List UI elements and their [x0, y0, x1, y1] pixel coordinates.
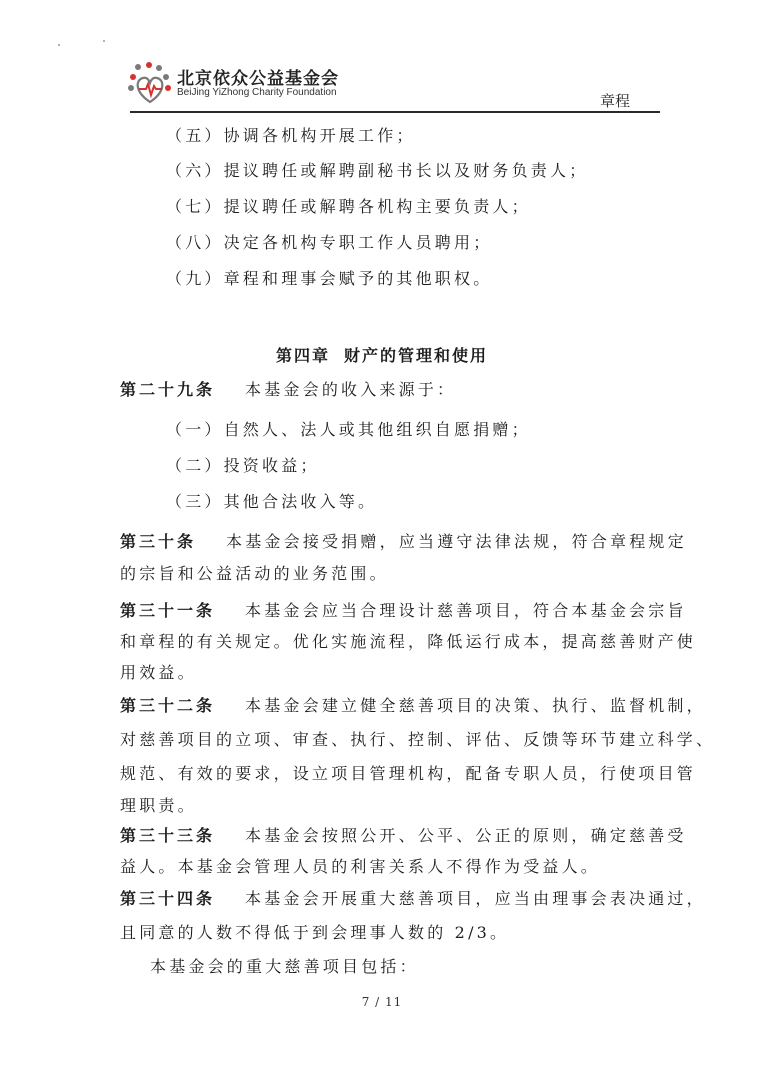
document-tag: 章程: [600, 92, 631, 110]
article-number: 第三十一条: [120, 601, 216, 620]
list-item: （二）投资收益；: [166, 456, 320, 475]
scan-speck: [58, 44, 60, 46]
article-number: 第二十九条: [120, 380, 216, 399]
closing-text: 本基金会的重大慈善项目包括：: [150, 957, 419, 976]
article-34-line: [120, 888, 706, 910]
page-number: 7 / 11: [361, 995, 403, 1009]
list-item: （九）章程和理事会赋予的其他职权。: [166, 269, 493, 288]
article-text: 本基金会应当合理设计慈善项目，符合本基金会宗旨: [245, 601, 687, 620]
article-text: 本基金会的收入来源于：: [245, 380, 457, 399]
article-text: 对慈善项目的立项、审查、执行、控制、评估、反馈等环节建立科学、: [120, 730, 716, 749]
article-number: 第三十条: [120, 532, 197, 551]
header-divider: [130, 111, 660, 113]
list-item: （六）提议聘任或解聘副秘书长以及财务负责人；: [166, 161, 589, 180]
article-text: 理职责。: [120, 796, 197, 815]
article-32-line: [120, 695, 706, 717]
article-number: 第三十二条: [120, 696, 216, 715]
list-item: （八）决定各机构专职工作人员聘用；: [166, 233, 493, 252]
article-33-line: [120, 825, 687, 847]
article-text: 用效益。: [120, 663, 197, 682]
article-text: 和章程的有关规定。优化实施流程，降低运行成本，提高慈善财产使: [120, 632, 697, 651]
list-item: （七）提议聘任或解聘各机构主要负责人；: [166, 197, 531, 216]
letterhead: [0, 0, 764, 115]
chapter-title: 财产的管理和使用: [344, 346, 489, 365]
article-29-line: [120, 379, 456, 401]
list-item: （五）协调各机构开展工作；: [166, 126, 416, 145]
article-text: 本基金会建立健全慈善项目的决策、执行、监督机制，: [245, 696, 706, 715]
foundation-logo: [127, 62, 173, 108]
article-text: 且同意的人数不得低于到会理事人数的 2/3。: [120, 923, 510, 942]
article-number: 第三十三条: [120, 826, 216, 845]
chapter-heading: [0, 343, 764, 366]
scan-speck: [103, 40, 105, 42]
article-31-line: [120, 600, 687, 622]
article-text: 规范、有效的要求，设立项目管理机构，配备专职人员，行使项目管: [120, 764, 697, 783]
article-text: 本基金会按照公开、公平、公正的原则，确定慈善受: [245, 826, 687, 845]
org-name-cn: 北京依众公益基金会: [177, 69, 339, 89]
article-text: 益人。本基金会管理人员的利害关系人不得作为受益人。: [120, 857, 601, 876]
article-30-line: [120, 531, 687, 553]
org-name-en: BeiJing YiZhong Charity Foundation: [177, 87, 337, 98]
article-text: 本基金会接受捐赠，应当遵守法律法规，符合章程规定: [226, 532, 687, 551]
list-item: （一）自然人、法人或其他组织自愿捐赠；: [166, 420, 531, 439]
article-text: 本基金会开展重大慈善项目，应当由理事会表决通过，: [245, 889, 706, 908]
article-text: 的宗旨和公益活动的业务范围。: [120, 564, 389, 583]
list-item: （三）其他合法收入等。: [166, 492, 378, 511]
article-number: 第三十四条: [120, 889, 216, 908]
chapter-number: 第四章: [275, 346, 330, 365]
